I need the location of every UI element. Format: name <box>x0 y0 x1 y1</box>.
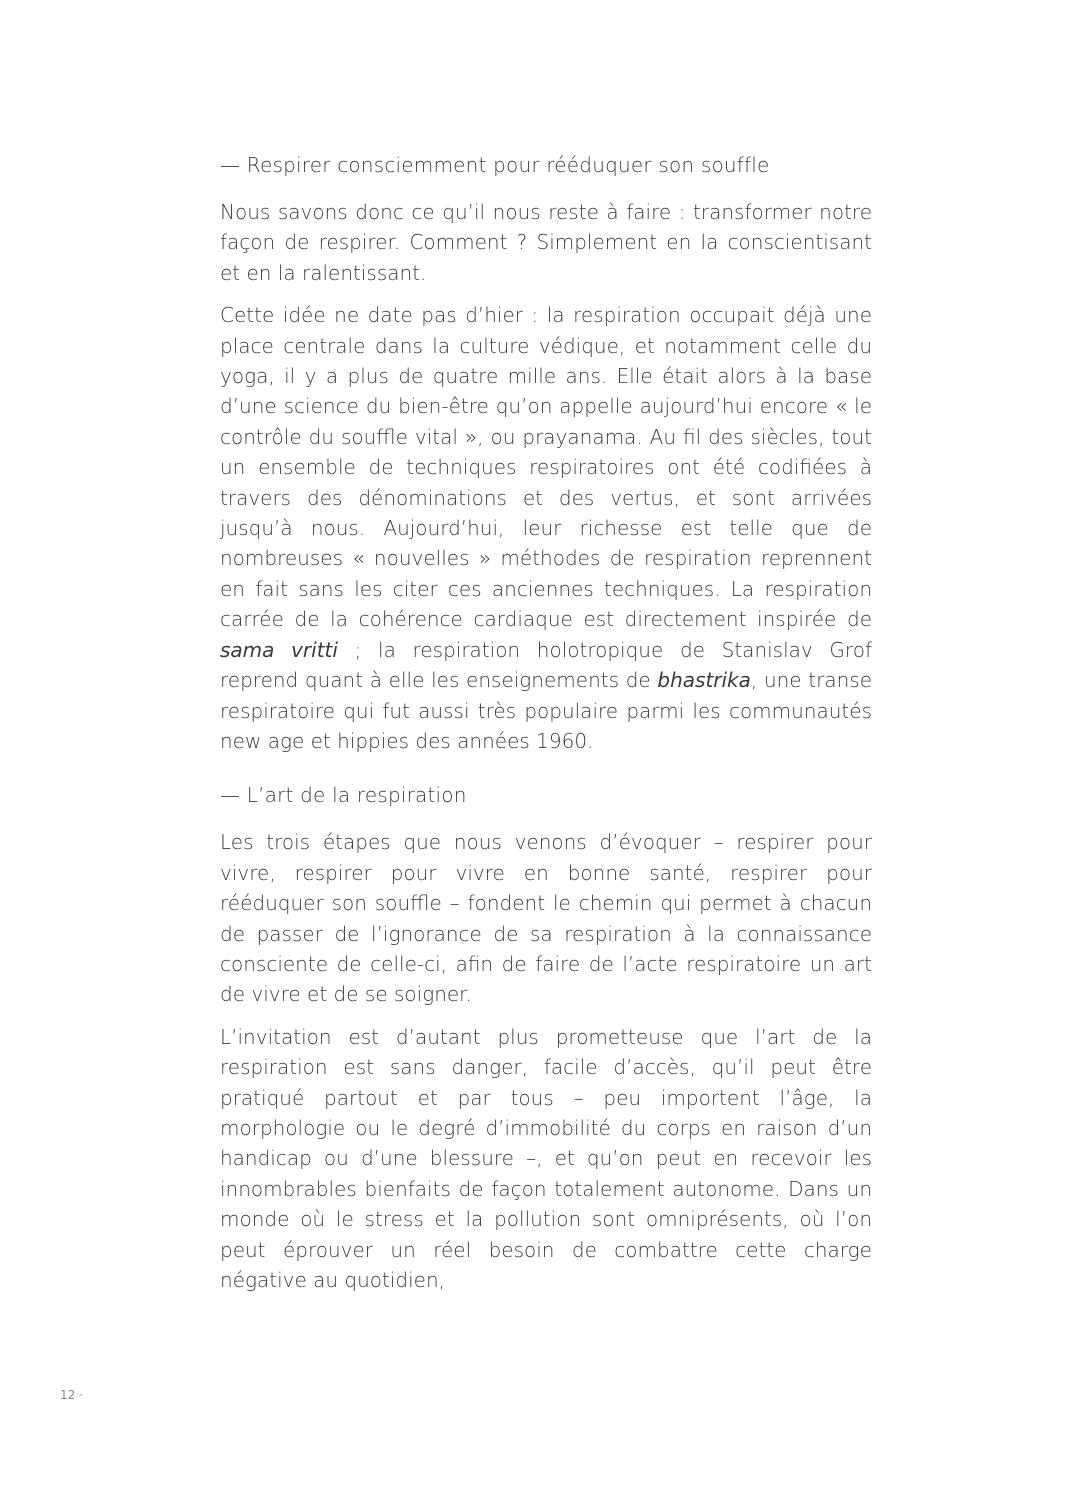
paragraph-text: ; la respiration holotropique de Stanislav Grof reprend quant à elle les enseignements de <box>220 637 872 693</box>
italic-term-sama-vritti: sama vritti <box>220 637 338 662</box>
paragraph: Les trois étapes que nous venons d’évoquer – respirer pour vivre, respirer pour vivre en bonne santé, respirer pour rééduquer son souffle – fondent le chemin qui permet à chacun de passer de l’ignorance de sa respiration à la connaissance consciente de celle-ci, afin de faire de l’acte respiratoire un art de vivre et de se soigner. <box>220 830 872 1007</box>
paragraph: L’invitation est d’autant plus prometteuse que l’art de la respiration est sans danger, facile d’accès, qu’il peut être pratiqué partout et par tous – peu importent l’âge, la morphologie ou le degré d’immobilité du corps en raison d’un handicap ou d’une blessure –, et qu’on peut en recevoir les innombrables bienfaits de façon totalement autonome. Dans un monde où le stress et la pollution sont omniprésents, où l’on peut éprouver un réel besoin de combattre cette charge négative au quotidien, <box>220 1024 872 1292</box>
section-heading-art: — L’art de la respiration <box>220 783 467 808</box>
paragraph-text: , une transe respiratoire qui fut aussi très populaire parmi les communautés new age et hippies des années 1960. <box>220 668 873 753</box>
text-column <box>220 150 872 1307</box>
paragraph-vedic <box>220 300 872 756</box>
paragraph-text: Cette idée ne date pas d’hier : la respiration occupait déjà une place centrale dans la culture védique, et notamment celle du yoga, il y a plus de quatre mille ans. Elle était alors à la base d’une science du bien-être qu’on appelle aujourd’hui encore « le contrôle du souffle vital », ou prayanama. Au fil des siècles, tout un ensemble de techniques respiratoires ont été codifiées à travers des dénominations et des vertus, et sont arrivées jusqu’à nous. Aujourd’hui, leur richesse est telle que de nombreuses « nouvelles » méthodes de respiration reprennent en fait sans les citer ces anciennes techniques. La respiration carrée de la cohérence cardiaque est directement inspirée de <box>220 303 872 632</box>
paragraph: Nous savons donc ce qu’il nous reste à faire : transformer notre façon de respirer. Comment ? Simplement en la conscientisant et en la ralentissant. <box>220 200 872 285</box>
section-heading-reeduquer: — Respirer consciemment pour rééduquer son souffle <box>220 153 770 177</box>
italic-term-bhastrika: bhastrika <box>657 668 751 693</box>
page-number: 12 · <box>60 1388 83 1402</box>
